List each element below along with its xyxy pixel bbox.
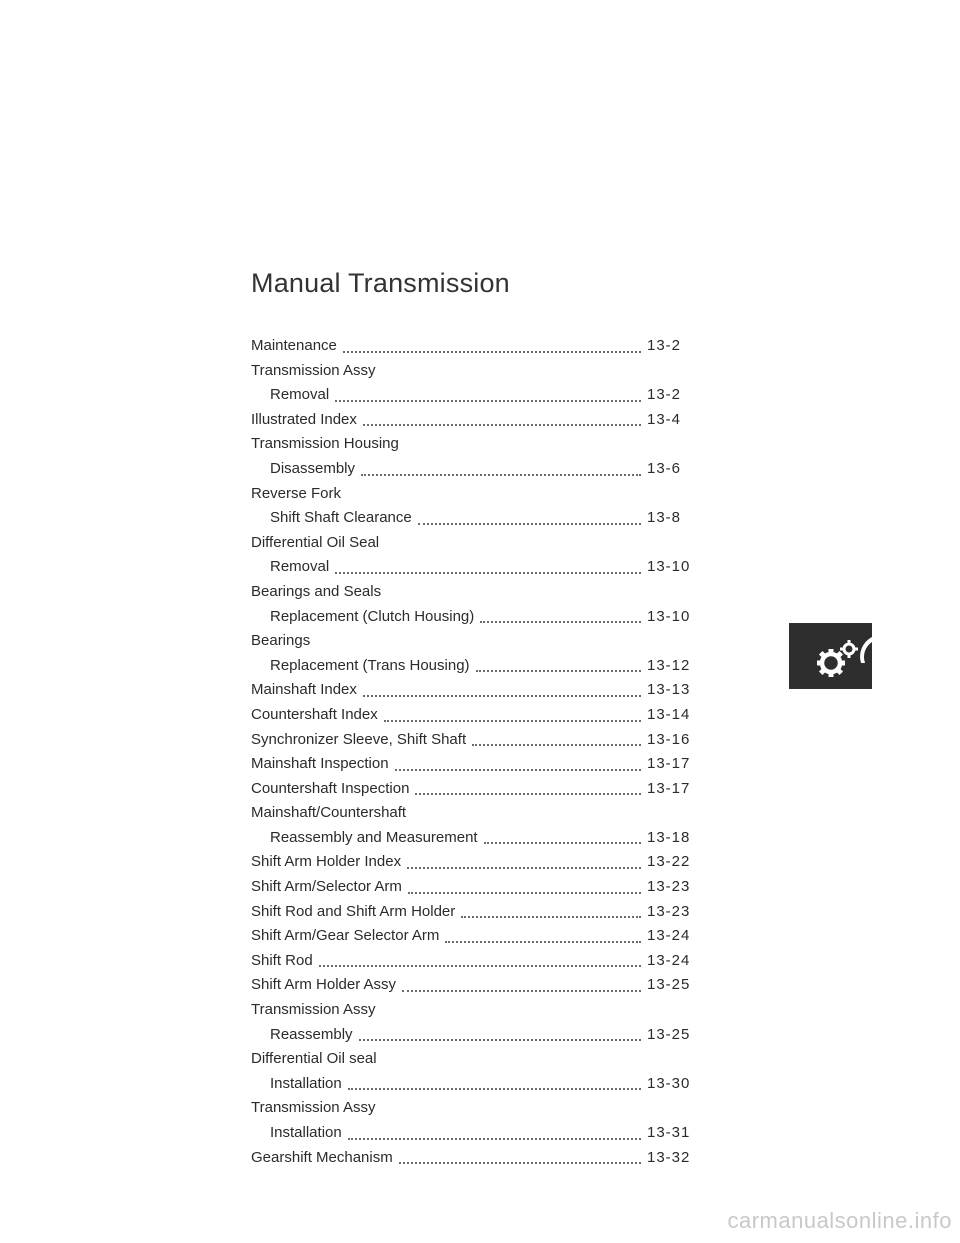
toc-entry [251,605,711,630]
toc-entry-label: Replacement (Trans Housing) [270,656,470,674]
toc-entry-page: 13-32 [647,1148,691,1166]
toc-entry-label: Shift Shaft Clearance [270,509,412,527]
toc-entry-label: Removal [270,386,330,404]
toc-entry [251,998,711,1023]
toc-entry-page: 13-25 [647,976,691,994]
toc-entry-label: Shift Rod and Shift Arm Holder [251,902,456,920]
toc-entry-page: 13-24 [647,927,691,945]
toc-entry [251,1146,711,1171]
dot-leader [384,720,641,722]
toc-entry [251,408,711,433]
toc-entry-page: 13-13 [647,681,691,699]
toc-entry-label: Reassembly [270,1025,353,1043]
dot-leader [480,621,641,623]
dot-leader [476,670,641,672]
toc-entry [251,703,711,728]
toc-entry [251,949,711,974]
dot-leader [484,842,641,844]
toc-entry-label: Synchronizer Sleeve, Shift Shaft [251,730,467,748]
toc-entry [251,654,711,679]
toc-entry-page: 13-2 [647,337,682,354]
toc-entry-label: Bearings [251,632,311,650]
toc-entry-label: Transmission Assy [251,1001,376,1019]
dot-leader [402,990,641,992]
toc-entry-label: Reassembly and Measurement [270,828,478,846]
toc-entry-page: 13-4 [647,410,682,428]
toc-entry-page: 13-10 [647,607,691,625]
dot-leader [395,769,641,771]
dot-leader [415,793,641,795]
toc-entry-label: Removal [270,558,330,576]
dot-leader [399,1162,641,1164]
toc-entry [251,678,711,703]
toc-entry [251,531,711,556]
toc-entry-label: Transmission Housing [251,435,399,453]
toc-entry [251,801,711,826]
toc-entry-label: Shift Arm/Selector Arm [251,878,402,896]
toc-entry [251,900,711,925]
toc-entry [251,506,711,531]
dot-leader [363,695,641,697]
toc-entry-page: 13-16 [647,730,691,748]
toc-entry-label: Bearings and Seals [251,582,382,600]
toc-entry-label: Differential Oil Seal [251,533,380,551]
toc-entry-label: Shift Arm Holder Index [251,853,402,871]
watermark: carmanualsonline.info [727,1208,952,1233]
toc-entry-label: Shift Rod [251,951,313,969]
toc-entry [251,580,711,605]
toc-entry-page: 13-6 [647,459,682,477]
dot-leader [343,351,641,353]
toc-entry-page: 13-22 [647,853,691,871]
gears-icon [789,623,872,689]
dot-leader [472,744,641,746]
toc-entry-page: 13-14 [647,705,691,723]
dot-leader [363,424,641,426]
toc-entry-page: 13-18 [647,828,691,846]
toc-entry [251,1023,711,1048]
toc-entry [251,973,711,998]
toc-entry [251,629,711,654]
toc-entry-page: 13-23 [647,878,691,896]
dot-leader [319,965,641,967]
dot-leader [348,1138,641,1140]
toc-entry-label: Mainshaft/Countershaft [251,804,407,822]
page-title: Manual Transmission [251,268,510,299]
toc-entry [251,482,711,507]
toc-entry-label: Disassembly [270,459,356,477]
toc-entry [251,924,711,949]
dot-leader [461,916,641,918]
dot-leader [408,892,641,894]
toc-entry-label: Gearshift Mechanism [251,1148,393,1166]
toc-entry [251,432,711,457]
toc-entry [251,875,711,900]
toc-entry-page: 13-17 [647,779,691,797]
toc-entry-label: Installation [270,1074,342,1092]
toc-entry-page: 13-10 [647,558,691,576]
toc-entry-page: 13-12 [647,656,691,674]
toc-entry [251,1121,711,1146]
toc-entry-page: 13-25 [647,1025,691,1043]
toc-entry-label: Maintenance [251,337,337,354]
toc-entry-page: 13-30 [647,1074,691,1092]
toc-entry-label: Countershaft Inspection [251,779,410,797]
toc-entry-label: Transmission Assy [251,361,376,379]
toc-entry-label: Installation [270,1124,342,1141]
toc-entry [251,728,711,753]
table-of-contents [251,334,711,1170]
toc-entry [251,555,711,580]
toc-entry-label: Countershaft Index [251,705,378,723]
toc-entry-label: Transmission Assy [251,1099,376,1117]
dot-leader [407,867,641,869]
dot-leader [348,1088,641,1090]
toc-entry [251,334,711,359]
toc-entry [251,777,711,802]
toc-entry-page: 13-8 [647,509,682,527]
toc-entry [251,1047,711,1072]
toc-entry-page: 13-17 [647,755,691,773]
dot-leader [361,474,641,476]
toc-entry-page: 13-31 [647,1124,691,1141]
toc-entry-page: 13-2 [647,386,682,404]
toc-entry-label: Illustrated Index [251,410,357,428]
toc-entry [251,457,711,482]
toc-entry-label: Replacement (Clutch Housing) [270,607,475,625]
toc-entry-page: 13-24 [647,951,691,969]
section-tab [789,623,872,689]
toc-entry [251,359,711,384]
toc-entry [251,752,711,777]
dot-leader [445,941,641,943]
toc-entry-page: 13-23 [647,902,691,920]
toc-entry-label: Differential Oil seal [251,1050,377,1068]
toc-entry [251,1096,711,1121]
toc-entry [251,826,711,851]
dot-leader [335,572,641,574]
toc-entry [251,850,711,875]
dot-leader [359,1039,641,1041]
dot-leader [418,523,641,525]
toc-entry-label: Shift Arm/Gear Selector Arm [251,927,440,945]
toc-entry [251,1072,711,1097]
toc-entry-label: Shift Arm Holder Assy [251,976,397,994]
toc-entry [251,383,711,408]
toc-entry-label: Mainshaft Inspection [251,755,389,773]
toc-entry-label: Mainshaft Index [251,681,357,699]
toc-entry-label: Reverse Fork [251,484,342,502]
dot-leader [335,400,641,402]
